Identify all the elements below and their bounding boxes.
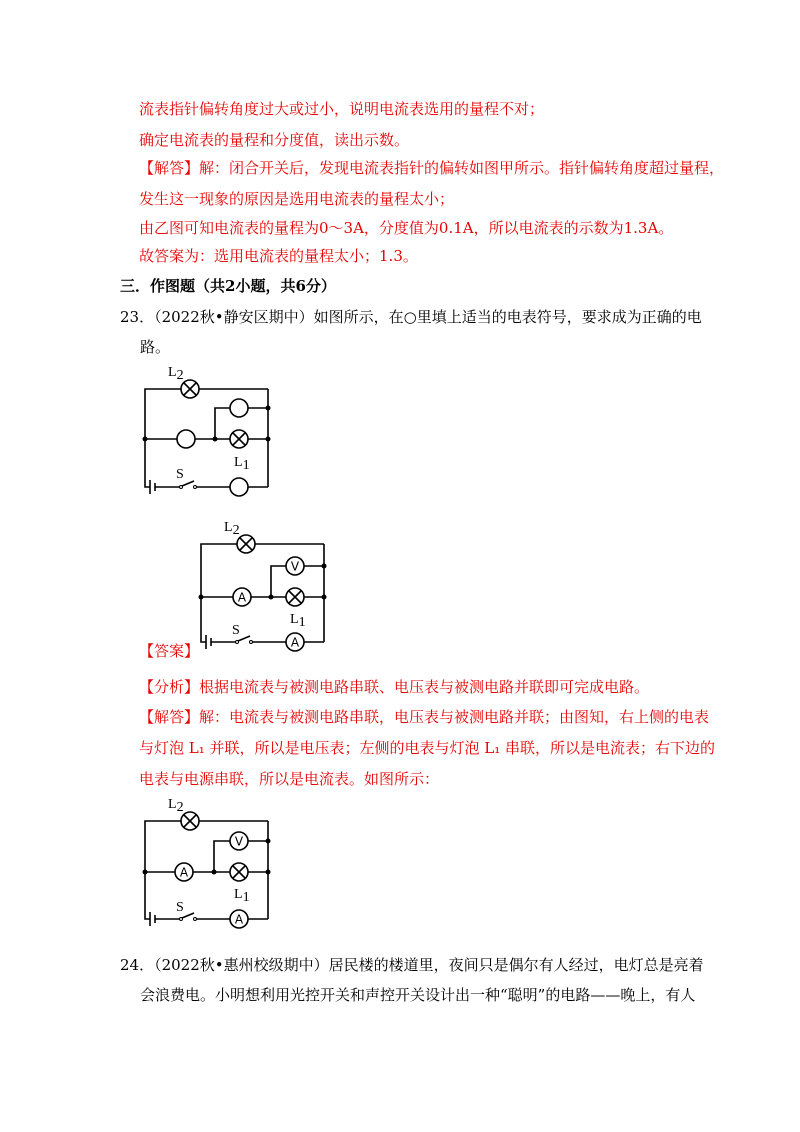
question-number: 24． xyxy=(120,956,155,974)
lamp-l1-label: L1 xyxy=(234,887,250,905)
voltmeter-symbol: V xyxy=(234,834,244,849)
answer-text-line: 流表指针偏转角度过大或过小，说明电流表选用的量程不对； xyxy=(139,100,545,118)
circuit-solution xyxy=(130,792,280,932)
question-24: 24．（2022秋•惠州校级期中）居民楼的楼道里，夜间只是偶尔有人经过，电灯总是亮着 xyxy=(120,956,704,974)
ammeter-symbol: A xyxy=(234,912,244,927)
answer-tag: 【答案】 xyxy=(139,642,200,660)
empty-meter-icon xyxy=(230,478,248,496)
solution-line: 电表与电源串联，所以是电流表。如图所示： xyxy=(139,770,440,788)
solution-line: 【解答】解：电流表与被测电路串联，电压表与被测电路并联；由图知，右上侧的电表 xyxy=(139,708,710,726)
solution-line: 与灯泡 L₁ 并联，所以是电压表；左侧的电表与灯泡 L₁ 串联，所以是电流表；右下边的 xyxy=(139,739,716,757)
question-23-cont: 路。 xyxy=(140,338,171,356)
analysis-line: 【分析】根据电流表与被测电路串联、电压表与被测电路并联即可完成电路。 xyxy=(139,678,650,696)
circuit-answer xyxy=(186,515,336,655)
question-23: 23．（2022秋•静安区期中）如图所示，在○里填上适当的电表符号，要求成为正确的电 xyxy=(120,308,702,326)
ammeter-symbol: A xyxy=(237,590,247,605)
section-heading: 三．作图题（共2小题，共6分） xyxy=(120,277,336,295)
circuit-question xyxy=(130,360,280,500)
switch-label: S xyxy=(176,900,184,915)
lamp-l1-label: L1 xyxy=(290,612,306,630)
switch-label: S xyxy=(232,623,240,638)
analysis-tag: 【分析】 xyxy=(139,678,200,696)
switch-label: S xyxy=(176,467,184,482)
voltmeter-symbol: V xyxy=(290,559,300,574)
lamp-l2-label: L2 xyxy=(168,365,184,383)
lamp-l1-label: L1 xyxy=(234,455,250,473)
question-24-cont: 会浪费电。小明想利用光控开关和声控开关设计出一种“聪明”的电路——晚上，有人 xyxy=(140,986,696,1004)
answer-text-line: 由乙图可知电流表的量程为0～3A，分度值为0.1A，所以电流表的示数为1.3A。 xyxy=(139,219,674,237)
question-number: 23． xyxy=(120,308,155,326)
empty-meter-icon xyxy=(230,399,248,417)
ammeter-symbol: A xyxy=(179,865,189,880)
lamp-l2-label: L2 xyxy=(168,797,184,815)
ammeter-symbol: A xyxy=(290,635,300,650)
answer-text-line: 确定电流表的量程和分度值，读出示数。 xyxy=(139,131,410,149)
empty-meter-icon xyxy=(177,430,195,448)
answer-text-line: 发生这一现象的原因是选用电流表的量程太小； xyxy=(139,190,455,208)
lamp-l2-label: L2 xyxy=(224,520,240,538)
solution-tag: 【解答】 xyxy=(139,159,200,177)
solution-tag: 【解答】 xyxy=(139,708,200,726)
answer-text-line: 故答案为：选用电流表的量程太小；1.3。 xyxy=(139,247,418,265)
answer-text-line: 【解答】解：闭合开关后，发现电流表指针的偏转如图甲所示。指针偏转角度超过量程， xyxy=(139,159,725,177)
